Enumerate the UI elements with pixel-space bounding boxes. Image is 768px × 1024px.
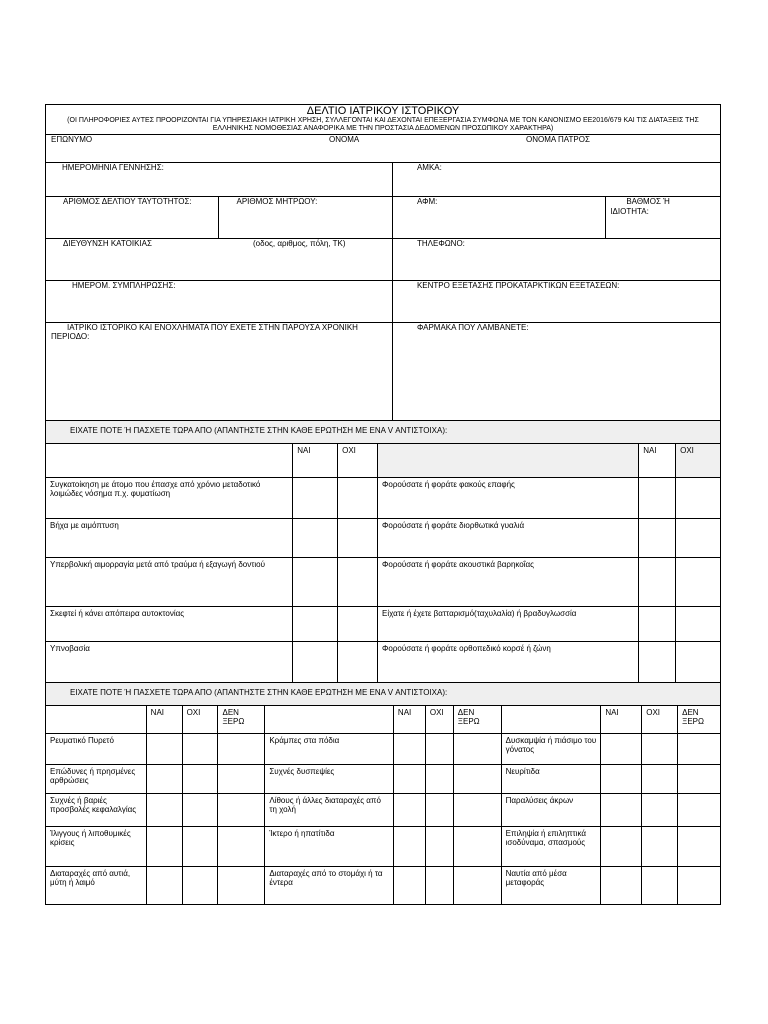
yes-checkbox[interactable] <box>393 765 425 793</box>
father-name-label: ΟΝΟΜΑ ΠΑΤΡΟΣ <box>526 135 590 144</box>
no-checkbox[interactable] <box>641 827 677 866</box>
yes-checkbox[interactable] <box>600 867 641 904</box>
no-checkbox[interactable] <box>182 794 218 826</box>
section2-header-row <box>46 706 720 734</box>
section2-question: Δυσκαμψία ή πιάσιμο του γόνατος <box>501 734 601 764</box>
section1-left-no-header: ΟΧΙ <box>337 444 377 477</box>
section2-question: Συχνές ή βαριές προσβολές κεφαλαλγίας <box>50 796 137 814</box>
section1-row <box>46 642 720 683</box>
section2-row <box>46 794 720 827</box>
section2-question: Διαταραχές από αυτιά, μύτη ή λαιμό <box>50 869 131 887</box>
section1-left-yes-header: ΝΑΙ <box>292 444 337 477</box>
yes-checkbox[interactable] <box>638 519 675 557</box>
no-checkbox[interactable] <box>675 642 720 682</box>
registry-number-field[interactable] <box>218 197 391 238</box>
section1-question: Υπνοβασία <box>50 644 90 653</box>
rank-label-2: ΙΔΙΟΤΗΤΑ: <box>610 207 649 216</box>
section2-col3-yes-header: ΝΑΙ <box>600 706 641 733</box>
no-checkbox[interactable] <box>425 794 453 826</box>
dontknow-checkbox[interactable] <box>677 734 720 764</box>
section2-question: Επιληψία ή επιληπτικά ισοδύναμα, σπασμούς <box>501 827 601 866</box>
dontknow-checkbox[interactable] <box>453 765 501 793</box>
no-checkbox[interactable] <box>337 642 377 682</box>
no-checkbox[interactable] <box>425 827 453 866</box>
no-checkbox[interactable] <box>675 478 720 518</box>
medical-history-label: ΙΑΤΡΙΚΟ ΙΣΤΟΡΙΚΟ ΚΑΙ ΕΝΟΧΛΗΜΑΤΑ ΠΟΥ ΕΧΕΤΕ ΣΤΗΝ ΠΑΡΟΥΣΑ ΧΡΟΝΙΚΗ ΠΕΡΙΟΔΟ: <box>51 323 358 341</box>
dontknow-checkbox[interactable] <box>453 794 501 826</box>
no-checkbox[interactable] <box>337 519 377 557</box>
yes-checkbox[interactable] <box>146 827 182 866</box>
dontknow-checkbox[interactable] <box>677 794 720 826</box>
rank-field[interactable] <box>605 197 720 238</box>
no-checkbox[interactable] <box>425 765 453 793</box>
section2-question: Λίθους ή άλλες διαταραχές από τη χολή <box>264 794 393 826</box>
yes-checkbox[interactable] <box>600 734 641 764</box>
yes-checkbox[interactable] <box>292 558 337 606</box>
no-checkbox[interactable] <box>337 558 377 606</box>
dontknow-checkbox[interactable] <box>217 867 264 904</box>
id-number-field[interactable] <box>46 197 218 238</box>
no-checkbox[interactable] <box>337 478 377 518</box>
section1-question: Σκεφτεί ή κάνει απόπειρα αυτοκτονίας <box>50 609 185 618</box>
section2-question: Παραλύσεις άκρων <box>501 794 601 826</box>
section1-question: Είχατε ή έχετε βατταρισμό(ταχυλαλία) ή βραδυγλωσσία <box>377 607 638 641</box>
phone-field[interactable] <box>392 239 720 280</box>
section1-right-no-header: ΟΧΙ <box>675 444 720 477</box>
birth-row <box>46 163 720 197</box>
yes-checkbox[interactable] <box>600 765 641 793</box>
no-checkbox[interactable] <box>337 607 377 641</box>
dontknow-checkbox[interactable] <box>217 765 264 793</box>
section2-heading: ΕΙΧΑΤΕ ΠΟΤΕ Ή ΠΑΣΧΕΤΕ ΤΩΡΑ ΑΠΟ (ΑΠΑΝΤΗΣΤΕ ΣΤΗΝ ΚΑΘΕ ΕΡΩΤΗΣΗ ΜΕ ΕΝΑ V ΑΝΤΙΣΤΟΙΧΑ): <box>70 688 448 697</box>
yes-checkbox[interactable] <box>638 642 675 682</box>
section1-question: Φορούσατε ή φοράτε διορθωτικά γυαλιά <box>377 519 638 557</box>
section1-row <box>46 478 720 519</box>
dontknow-checkbox[interactable] <box>217 734 264 764</box>
address-field[interactable] <box>46 239 392 280</box>
section1-header-row <box>46 444 720 478</box>
section1-right-header-blank <box>377 444 638 477</box>
registry-number-label: ΑΡΙΘΜΟΣ ΜΗΤΡΩΟΥ: <box>236 197 318 206</box>
no-checkbox[interactable] <box>675 607 720 641</box>
section2-col2-yes-header: ΝΑΙ <box>393 706 425 733</box>
yes-checkbox[interactable] <box>393 794 425 826</box>
section2-row <box>46 867 720 904</box>
yes-checkbox[interactable] <box>292 607 337 641</box>
dontknow-checkbox[interactable] <box>217 794 264 826</box>
section1-question: Φορούσατε ή φοράτε φακούς επαφής <box>377 478 638 518</box>
dontknow-checkbox[interactable] <box>677 765 720 793</box>
section1-row <box>46 519 720 558</box>
yes-checkbox[interactable] <box>146 734 182 764</box>
section2-row <box>46 765 720 794</box>
yes-checkbox[interactable] <box>600 794 641 826</box>
yes-checkbox[interactable] <box>393 827 425 866</box>
no-checkbox[interactable] <box>425 734 453 764</box>
yes-checkbox[interactable] <box>146 867 182 904</box>
section2-col2-no-header: ΟΧΙ <box>425 706 453 733</box>
fill-date-row <box>46 281 720 323</box>
section2-col1-no-header: ΟΧΙ <box>182 706 218 733</box>
section2-question: Ίκτερο ή ηπατίτιδα <box>264 827 393 866</box>
amka-field[interactable] <box>392 163 720 196</box>
section2-question: Διαταραχές από το στομάχι ή τα έντερα <box>264 867 393 904</box>
section2-col2-dontknow-header: ΔΕΝ ΞΕΡΩ <box>453 706 501 733</box>
yes-checkbox[interactable] <box>292 478 337 518</box>
no-checkbox[interactable] <box>641 765 677 793</box>
yes-checkbox[interactable] <box>292 642 337 682</box>
section2-col1-dontknow-header: ΔΕΝ ΞΕΡΩ <box>217 706 264 733</box>
rank-label: ΒΑΘΜΟΣ Ή <box>626 197 670 206</box>
birth-date-field[interactable] <box>46 163 392 196</box>
yes-checkbox[interactable] <box>393 867 425 904</box>
medical-history-form <box>45 104 721 905</box>
medication-field[interactable] <box>392 323 720 420</box>
birth-date-label: ΗΜΕΡΟΜΗΝΙΑ ΓΕΝΝΗΣΗΣ: <box>62 163 164 172</box>
section2-col3-no-header: ΟΧΙ <box>641 706 677 733</box>
id-row <box>46 197 720 239</box>
section1-row <box>46 558 720 607</box>
section1-question: Συγκατοίκηση με άτομο που έπασχε από χρόνιο μεταδοτικό λοιμώδες νόσημα π.χ. φυματίωση <box>50 480 261 498</box>
section2-heading-bar <box>46 683 720 706</box>
no-checkbox[interactable] <box>182 827 218 866</box>
id-number-label: ΑΡΙΘΜΟΣ ΔΕΛΤΙΟΥ ΤΑΥΤΟΤΗΤΟΣ: <box>63 197 192 206</box>
dontknow-checkbox[interactable] <box>217 827 264 866</box>
exam-center-label: ΚΕΝΤΡΟ ΕΞΕΤΑΣΗΣ ΠΡΟΚΑΤΑΡΚΤΙΚΩΝ ΕΞΕΤΑΣΕΩΝ: <box>416 281 620 290</box>
section2-question: Ίλιγγους ή λιποθυμικές κρίσεις <box>50 829 131 847</box>
yes-checkbox[interactable] <box>393 734 425 764</box>
section2-col2-header-blank <box>264 706 393 733</box>
address-hint: (οδος, αριθμος, πόλη, ΤΚ) <box>253 239 346 248</box>
section2-question: Ναυτία από μέσα μεταφοράς <box>501 867 601 904</box>
section1-heading-bar <box>46 421 720 444</box>
yes-checkbox[interactable] <box>638 478 675 518</box>
names-row <box>46 135 720 163</box>
dontknow-checkbox[interactable] <box>453 734 501 764</box>
no-checkbox[interactable] <box>641 734 677 764</box>
section2-question: Κράμπες στα πόδια <box>264 734 393 764</box>
form-subtitle: (ΟΙ ΠΛΗΡΟΦΟΡΙΕΣ ΑΥΤΕΣ ΠΡΟΟΡΙΖΟΝΤΑΙ ΓΙΑ ΥΠΗΡΕΣΙΑΚΗ ΙΑΤΡΙΚΗ ΧΡΗΣΗ, ΣΥΛΛΕΓΟΝΤΑΙ ΚΑΙ ΔΕΧΟΝΤΑΙ ΕΠΕΞΕΡΓΑΣΙΑ ΣΥΜΦΩΝΑ ΜΕ ΤΟΝ ΚΑΝΟΝΙΣΜΟ ΕΕ2016/679 ΚΑΙ ΤΙΣ ΔΙΑΤΑΞΕΙΣ ΤΗΣ ΕΛΛΗΝΙΚΗΣ ΝΟΜΟΘΕΣΙΑΣ ΑΝΑΦΟΡΙΚΑ ΜΕ ΤΗΝ ΠΡΟΣΤΑΣΙΑ ΔΕΔΟΜΕΝΩΝ ΠΡΟΣΩΠΙΚΟΥ ΧΑΡΑΚΤΗΡΑ) <box>67 117 699 132</box>
section2-question: Συχνές δυσπεψίες <box>264 765 393 793</box>
section2-col3-header-blank <box>501 706 601 733</box>
no-checkbox[interactable] <box>641 794 677 826</box>
phone-label: ΤΗΛΕΦΩΝΟ: <box>416 239 465 248</box>
section2-question: Επώδυνες ή πρησμένες αρθρώσεις <box>50 767 136 785</box>
yes-checkbox[interactable] <box>292 519 337 557</box>
section2-row <box>46 827 720 867</box>
section2-col3-dontknow-header: ΔΕΝ ΞΕΡΩ <box>677 706 720 733</box>
section2-question: Νευρίτιδα <box>501 765 601 793</box>
dontknow-checkbox[interactable] <box>453 867 501 904</box>
yes-checkbox[interactable] <box>600 827 641 866</box>
names-field[interactable] <box>46 135 720 162</box>
no-checkbox[interactable] <box>182 734 218 764</box>
section2-question: Ρευματικό Πυρετό <box>50 736 114 745</box>
dontknow-checkbox[interactable] <box>677 827 720 866</box>
exam-center-field[interactable] <box>392 281 720 322</box>
afm-label: ΑΦΜ: <box>416 197 438 206</box>
section1-right-yes-header: ΝΑΙ <box>638 444 675 477</box>
form-title: ΔΕΛΤΙΟ ΙΑΤΡΙΚΟΥ ΙΣΤΟΡΙΚΟΥ <box>306 105 460 117</box>
name-label: ΟΝΟΜΑ <box>329 135 360 144</box>
dontknow-checkbox[interactable] <box>453 827 501 866</box>
form-header <box>46 105 720 135</box>
fill-date-field[interactable] <box>46 281 392 322</box>
section1-row <box>46 607 720 642</box>
yes-checkbox[interactable] <box>146 794 182 826</box>
section1-left-header-blank <box>46 444 292 477</box>
section1-question: Φορούσατε ή φοράτε ορθοπεδικό κορσέ ή ζώνη <box>377 642 638 682</box>
afm-field[interactable] <box>392 197 605 238</box>
medical-history-field[interactable] <box>46 323 392 420</box>
address-row <box>46 239 720 281</box>
history-row <box>46 323 720 421</box>
dontknow-checkbox[interactable] <box>677 867 720 904</box>
section1-question: Βήχα με αιμόπτυση <box>50 521 119 530</box>
section1-question: Υπερβολική αιμορραγία μετά από τραύμα ή εξαγωγή δοντιού <box>50 560 265 569</box>
surname-label: ΕΠΩΝΥΜΟ <box>51 135 93 144</box>
section2-row <box>46 734 720 765</box>
no-checkbox[interactable] <box>675 519 720 557</box>
medication-label: ΦΑΡΜΑΚΑ ΠΟΥ ΛΑΜΒΑΝΕΤΕ: <box>416 323 529 332</box>
yes-checkbox[interactable] <box>638 558 675 606</box>
section2-col1-header-blank <box>46 706 146 733</box>
section2-col1-yes-header: ΝΑΙ <box>146 706 182 733</box>
yes-checkbox[interactable] <box>638 607 675 641</box>
no-checkbox[interactable] <box>425 867 453 904</box>
address-label: ΔΙΕΥΘΥΝΣΗ ΚΑΤΟΙΚΙΑΣ <box>63 239 152 248</box>
no-checkbox[interactable] <box>182 867 218 904</box>
section1-heading: ΕΙΧΑΤΕ ΠΟΤΕ Ή ΠΑΣΧΕΤΕ ΤΩΡΑ ΑΠΟ (ΑΠΑΝΤΗΣΤΕ ΣΤΗΝ ΚΑΘΕ ΕΡΩΤΗΣΗ ΜΕ ΕΝΑ V ΑΝΤΙΣΤΟΙΧΑ): <box>70 426 448 435</box>
no-checkbox[interactable] <box>641 867 677 904</box>
amka-label: ΑΜΚΑ: <box>416 163 442 172</box>
fill-date-label: ΗΜΕΡΟΜ. ΣΥΜΠΛΗΡΩΣΗΣ: <box>72 281 176 290</box>
yes-checkbox[interactable] <box>146 765 182 793</box>
no-checkbox[interactable] <box>675 558 720 606</box>
no-checkbox[interactable] <box>182 765 218 793</box>
section1-question: Φορούσατε ή φοράτε ακουστικά βαρηκοΐας <box>377 558 638 606</box>
